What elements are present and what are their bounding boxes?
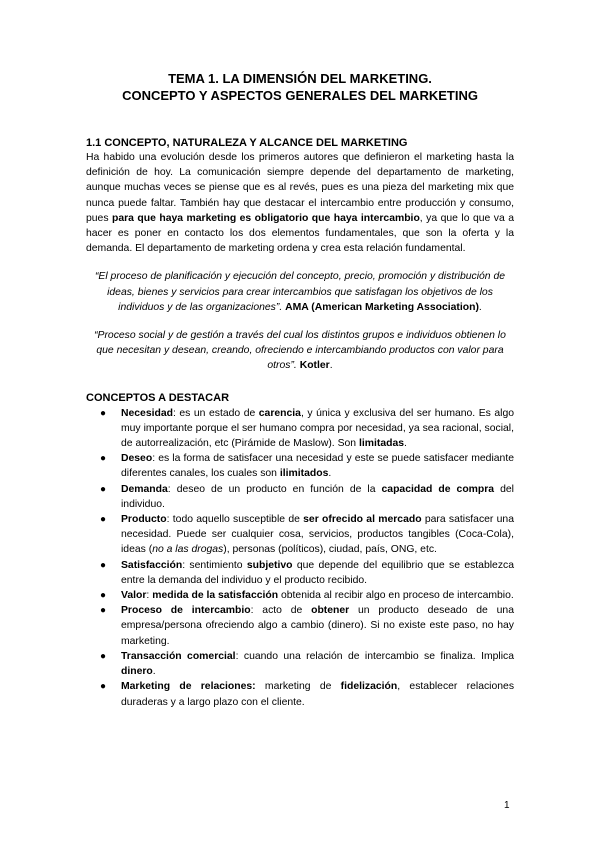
quote-ama: “El proceso de planificación y ejecución del concepto, precio, promoción y distribución de ideas, bienes y servicios para crear intercambios que satisfagan los objetivos de los individuos y de las organizaciones”. AMA (American Marketing Association). [94,271,506,313]
document-page [86,70,514,710]
title-line-1: TEMA 1. LA DIMENSIÓN DEL MARKETING. [168,71,432,86]
concepts-heading: CONCEPTOS A DESTACAR [86,391,230,404]
bullet-icon: ● [100,559,107,571]
list-item: ● Producto: todo aquello susceptible de ser ofrecido al mercado para satisfacer una necesidad. Puede ser cualquier cosa, servicios, productos tangibles (Coca-Cola), ideas (no a las drogas), personas (políticos), ciudad, país, ONG, etc. [100,514,514,556]
bullet-icon: ● [100,650,107,662]
list-item: ● Proceso de intercambio: acto de obtener un producto deseado de una empresa/persona ofreciendo algo a cambio (dinero). Si no existe este paso, no hay marketing. [100,605,514,647]
list-item: ● Necesidad: es un estado de carencia, y única y exclusiva del ser humano. Es algo muy importante porque el ser humano compra por necesidad, ya sea racional, social, de autorrealización, etc (Pirámide de Maslow). Son limitadas. [100,407,515,450]
bullet-icon: ● [100,681,107,693]
bullet-icon: ● [100,483,107,495]
list-item: ● Demanda: deseo de un producto en función de la capacidad de compra del individuo. [100,483,514,510]
intro-paragraph: Ha habido una evolución desde los primeros autores que definieron el marketing hasta la definición de hoy. La comunicación siempre depende del departamento de marketing, aunque muchas veces se piense que es al revés, pues es una pieza del marketing mix que nunca puede faltar. También hay que destacar el intercambio entre producción y consumo, pues para que haya marketing es obligatorio que haya intercambio, ya que lo que va a hacer es poner en contacto los dos elementos fundamentales, que son la oferta y la demanda. El departamento de marketing ordena y crea esta relación fundamental. [86,152,514,255]
list-item: ● Marketing de relaciones: marketing de fidelización, establecer relaciones duraderas y a largo plazo con el cliente. [100,681,515,708]
list-item: ● Valor: medida de la satisfacción obtenida al recibir algo en proceso de intercambio. [86,588,514,603]
bullet-icon: ● [100,605,107,617]
list-item: ● Deseo: es la forma de satisfacer una necesidad y este se puede satisfacer mediante diferentes canales, los cuales son ilimitados. [100,453,514,480]
list-item: ● Satisfacción: sentimiento subjetivo que depende del equilibrio que se establezca entre la demanda del individuo y el producto recibido. [100,559,515,586]
section-heading: 1.1 CONCEPTO, NATURALEZA Y ALCANCE DEL MARKETING [86,137,408,149]
title-line-2: CONCEPTO Y ASPECTOS GENERALES DEL MARKETING [122,88,478,103]
bullet-icon: ● [100,514,107,526]
page-number: 1 [504,800,510,811]
bullet-icon: ● [100,407,107,419]
quote-kotler: “Proceso social y de gestión a través del cual los distintos grupos e individuos obtienen lo que necesitan y desean, creando, ofreciendo e intercambiando productos con valor para otros”. Kotler. [94,330,506,372]
concepts-list [86,406,514,710]
list-item: ● Transacción comercial: cuando una relación de intercambio se finaliza. Implica dinero. [100,650,514,678]
bullet-icon: ● [100,590,107,602]
document-title [86,70,514,104]
bullet-icon: ● [100,453,107,465]
